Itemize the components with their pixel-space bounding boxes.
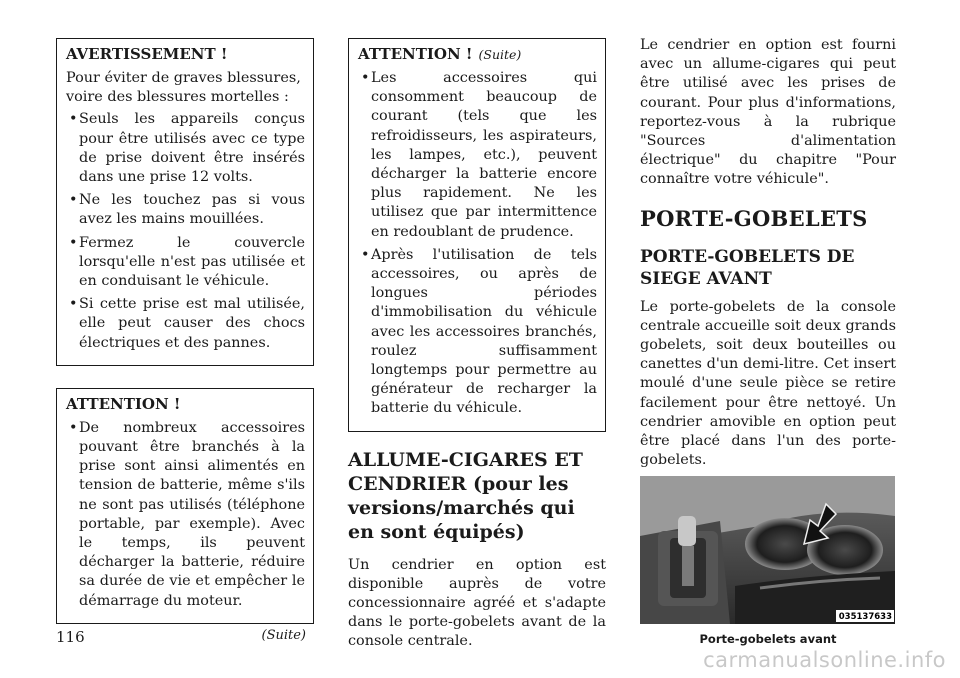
subsection-heading: PORTE-GOBELETS DE SIEGE AVANT (640, 246, 855, 289)
attention-title (358, 45, 597, 63)
attention-title-text: ATTENTION ! (358, 45, 473, 63)
paragraph: Le cendrier en option est fourni avec un allume-cigares qui peut être utilisé avec les prises de courant. Pour plus d'informations, reportez-vous à la rubrique "Sources d'alimentation électrique" du chapitre "Pour connaître votre véhicule". (640, 37, 896, 188)
image-code: 035137633 (838, 612, 892, 623)
list-item: • Seuls les appareils conçus pour être utilisés avec ce type de prise doivent être insérés dans une prise 12 volts. (66, 110, 305, 187)
section-heading: ALLUME-CIGARES ET CENDRIER (pour les versions/marchés qui en sont équipés) (348, 448, 583, 543)
cupholder-illustration (640, 476, 895, 624)
warning-list (66, 110, 305, 352)
list-item: • Si cette prise est mal utilisée, elle peut causer des chocs électriques et des pannes. (66, 295, 305, 353)
warning-intro: Pour éviter de graves blessures, voire des blessures mortelles : (66, 70, 301, 106)
continued-note: (Suite) (261, 627, 306, 643)
watermark: carmanualsonline.info (703, 648, 946, 672)
list-item: • Fermez le couvercle lorsqu'elle n'est pas utilisée et en conduisant le véhicule. (66, 234, 305, 292)
section-heading: PORTE-GOBELETS (640, 205, 868, 231)
left-column (56, 38, 314, 643)
attention-list (66, 419, 305, 611)
warning-box (56, 38, 314, 366)
attention-box (56, 388, 314, 624)
list-item: • Les accessoires qui consomment beaucoup de courant (tels que les refroidisseurs, les aspirateurs, les lampes, etc.), peuvent décharger la batterie encore plus rapidement. Ne les utilisez que par intermittence en redoublant de prudence. (358, 69, 597, 242)
paragraph: Le porte-gobelets de la console centrale accueille soit deux grands gobelets, soit deux bouteilles ou canettes d'un demi-litre. Cet insert moulé d'une seule pièce se retire facilement pour être nettoyé. Un cendrier amovible en option peut être placé dans l'un des porte-gobelets. (640, 298, 896, 469)
list-item: • De nombreux accessoires pouvant être branchés à la prise sont ainsi alimentés en tension de batterie, même s'ils ne sont pas utilisés (téléphone portable, par exemple). Avec le temps, ils peuvent décharger la batterie, réduire sa durée de vie et empêcher le démarrage du moteur. (66, 419, 305, 611)
warning-title: AVERTISSEMENT ! (66, 45, 228, 63)
section-body: Un cendrier en option est disponible auprès de votre concessionnaire agréé et s'adapte dans le porte-gobelets avant de la console centrale. (348, 556, 606, 650)
middle-column (348, 38, 606, 652)
page-number: 116 (56, 628, 85, 646)
right-column (640, 36, 896, 646)
attention-list (358, 69, 597, 419)
list-item: • Après l'utilisation de tels accessoires, ou après de longues périodes d'immobilisation du véhicule avec les accessoires branchés, roulez suffisamment longtemps pour permettre au générateur de recharger la batterie du véhicule. (358, 246, 597, 419)
attention-box-continued (348, 38, 606, 432)
figure-caption: Porte-gobelets avant (699, 632, 837, 647)
continued-label: (Suite) (478, 47, 522, 62)
attention-title: ATTENTION ! (66, 394, 181, 413)
cupholder-photo (640, 476, 895, 624)
list-item: • Ne les touchez pas si vous avez les mains mouillées. (66, 191, 305, 229)
